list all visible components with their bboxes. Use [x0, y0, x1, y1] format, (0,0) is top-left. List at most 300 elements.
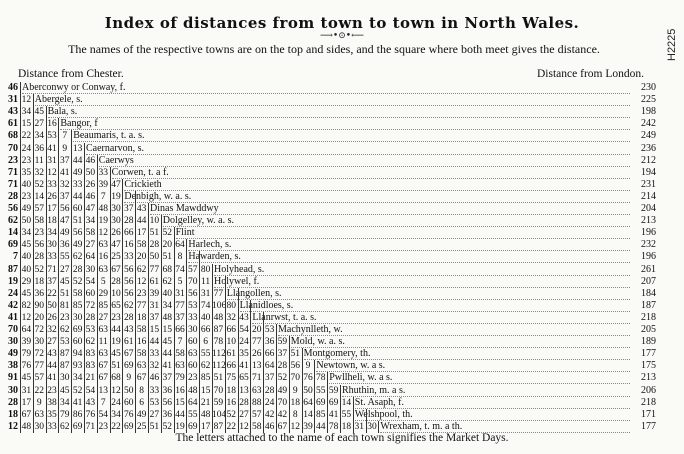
town-label: Flint — [175, 227, 195, 239]
distance-cell: 44 — [162, 349, 172, 360]
distance-cell: 30 — [188, 325, 198, 335]
distance-cell: 43 — [47, 349, 57, 360]
distance-cell: 31 — [175, 288, 185, 299]
distance-cell: 51 — [60, 288, 70, 299]
distance-cell: 16 — [47, 119, 57, 130]
distance-cell: 20 — [252, 325, 262, 335]
distance-cell: 58 — [252, 421, 262, 432]
distance-cell: 41 — [60, 167, 70, 178]
distance-cell: 56 — [162, 397, 172, 408]
distance-cell: 65 — [239, 373, 249, 384]
distance-cell: 85 — [98, 300, 108, 311]
distance-cell: 41 — [47, 373, 57, 384]
distance-cell: 37 — [264, 373, 275, 384]
distance-cell: 78 — [213, 337, 224, 348]
london-distance: 198 — [641, 106, 656, 118]
distance-cell: 56 — [290, 361, 300, 372]
distance-cell: 23 — [98, 421, 108, 432]
distance-cell: 18 — [226, 385, 236, 396]
distance-cell: 44 — [72, 155, 83, 166]
column-rule — [110, 167, 111, 433]
distance-cell: 67 — [98, 361, 108, 372]
london-distance: 177 — [641, 348, 656, 360]
distance-cell: 15 — [175, 397, 185, 408]
distance-cell: 54 — [85, 276, 96, 287]
distance-cell: 55 — [60, 252, 70, 263]
distance-cell: 12 — [21, 95, 32, 106]
distance-cell: 87 — [213, 421, 224, 432]
chester-distance: 68 — [8, 130, 18, 142]
chester-distance: 19 — [8, 275, 18, 287]
distance-cell: 17 — [136, 228, 147, 239]
distance-cell: 37 — [277, 349, 288, 360]
distance-cell: 40 — [21, 264, 32, 275]
chester-distance: 38 — [8, 360, 18, 372]
london-distance: 175 — [641, 360, 656, 372]
distance-cell: 36 — [264, 337, 275, 348]
column-rule — [225, 276, 226, 433]
london-distance: 225 — [641, 94, 656, 106]
distance-cell: 59 — [213, 397, 224, 408]
distance-cell: 53 — [264, 325, 275, 335]
distance-cell: 43 — [136, 204, 147, 214]
london-distance: 184 — [641, 287, 656, 299]
distance-cell: 7 — [62, 131, 68, 142]
distance-cell: 67 — [136, 373, 147, 384]
distance-cell: 76 — [21, 361, 32, 372]
london-distance: 196 — [641, 227, 656, 239]
distance-cell: 37 — [60, 191, 70, 202]
distance-cell: 70 — [277, 397, 288, 408]
distance-cell: 27 — [98, 312, 108, 323]
distance-cell: 68 — [111, 373, 121, 384]
distance-cell: 70 — [188, 276, 198, 287]
town-label: Bangor, f — [60, 118, 98, 130]
distance-cell: 37 — [162, 373, 172, 384]
london-distance: 206 — [641, 384, 656, 396]
distance-cell: 71 — [85, 421, 96, 432]
distance-cell: 9 — [292, 385, 298, 396]
distance-cell: 19 — [98, 216, 108, 227]
distance-cell: 9 — [62, 143, 68, 154]
column-rule — [122, 179, 123, 433]
distance-cell: 45 — [60, 385, 70, 396]
distance-cell: 63 — [34, 409, 44, 420]
distance-cell: 44 — [149, 337, 160, 348]
chester-distance: 31 — [8, 94, 18, 106]
distance-cell: 58 — [136, 325, 147, 335]
london-distance: 213 — [641, 215, 656, 227]
distance-cell: 15 — [21, 119, 32, 130]
town-label: Pwllheli, w. a s. — [329, 372, 393, 384]
town-label: Llanidloes, s. — [239, 299, 294, 311]
town-label: Bala, s. — [47, 106, 78, 118]
distance-cell: 47 — [111, 240, 121, 251]
distance-cell: 72 — [34, 349, 44, 360]
chester-distance: 14 — [8, 227, 18, 239]
distance-cell: 74 — [200, 300, 211, 311]
london-distance: 232 — [641, 239, 656, 251]
distance-cell: 77 — [213, 288, 224, 299]
distance-cell: 24 — [264, 397, 275, 408]
column-rule — [84, 143, 85, 433]
column-rule — [199, 251, 200, 433]
london-distance: 196 — [641, 251, 656, 263]
distance-cell: 18 — [34, 276, 44, 287]
distance-cell: 40 — [200, 312, 211, 323]
chester-distance: 7 — [13, 251, 18, 263]
distance-cell: 25 — [111, 252, 121, 263]
distance-cell: 60 — [188, 337, 198, 348]
distance-cell: 69 — [72, 421, 83, 432]
town-label: Harlech, s. — [188, 239, 232, 251]
town-label: Mold, w. a. s. — [290, 336, 345, 348]
distance-cell: 30 — [111, 216, 121, 227]
distance-cell: 70 — [290, 373, 300, 384]
distance-cell: 62 — [60, 325, 70, 335]
distance-cell: 16 — [175, 385, 185, 396]
distance-cell: 38 — [47, 397, 57, 408]
distance-cell: 27 — [239, 409, 249, 420]
london-distance: 231 — [641, 178, 656, 190]
distance-cell: 20 — [34, 312, 44, 323]
distance-cell: 77 — [34, 361, 44, 372]
distance-cell: 32 — [47, 325, 57, 335]
distance-cell: 51 — [72, 216, 83, 227]
distance-cell: 67 — [124, 349, 134, 360]
distance-cell: 30 — [111, 204, 121, 214]
distance-cell: 87 — [213, 325, 224, 335]
distance-cell: 57 — [34, 204, 44, 214]
distance-cell: 33 — [124, 252, 134, 263]
distance-cell: 33 — [47, 421, 57, 432]
distance-cell: 48 — [98, 204, 108, 214]
distance-cell: 34 — [21, 107, 32, 118]
distance-cell: 33 — [149, 385, 160, 396]
town-label: Llangollen, s. — [226, 287, 282, 299]
distance-cell: 9 — [36, 397, 42, 408]
distance-cell: 13 — [98, 385, 108, 396]
distance-cell: 42 — [277, 409, 288, 420]
column-rule — [174, 227, 175, 433]
distance-cell: 49 — [21, 204, 32, 214]
column-rule — [46, 106, 47, 433]
distance-cell: 14 — [34, 191, 44, 202]
distance-cell: 16 — [136, 337, 147, 348]
distance-cell: 23 — [188, 373, 198, 384]
distance-cell: 28 — [239, 397, 249, 408]
distance-cell: 22 — [111, 421, 121, 432]
distance-cell: 31 — [47, 155, 57, 166]
distance-cell: 27 — [34, 119, 44, 130]
distance-cell: 8 — [177, 252, 183, 263]
distance-cell: 53 — [85, 325, 96, 335]
distance-cell: 41 — [47, 143, 57, 154]
town-label: Llanrwst, t. a. s. — [252, 311, 317, 323]
distance-cell: 12 — [98, 228, 108, 239]
distance-cell: 44 — [136, 216, 147, 227]
distance-cell: 23 — [136, 288, 147, 299]
distance-cell: 20 — [136, 252, 147, 263]
distance-cell: 62 — [200, 361, 211, 372]
distance-cell: 69 — [124, 361, 134, 372]
distance-cell: 37 — [47, 276, 57, 287]
distance-cell: 81 — [60, 300, 70, 311]
chester-distance: 24 — [8, 287, 18, 299]
distance-cell: 50 — [85, 167, 96, 178]
distance-cell: 56 — [60, 204, 70, 214]
town-label: St. Asaph, f. — [354, 396, 404, 408]
distance-cell: 83 — [85, 349, 96, 360]
chester-distance: 71 — [8, 166, 18, 178]
distance-cell: 10 — [149, 216, 160, 227]
column-rule — [263, 312, 264, 433]
distance-cell: 75 — [226, 373, 236, 384]
distance-cell: 51 — [162, 252, 172, 263]
column-rule — [353, 397, 354, 433]
distance-cell: 62 — [60, 421, 70, 432]
distance-cell: 12 — [239, 421, 249, 432]
column-rule — [58, 118, 59, 433]
distance-cell: 12 — [290, 421, 300, 432]
distance-cell: 40 — [21, 252, 32, 263]
distance-cell: 46 — [85, 155, 96, 166]
distance-cell: 45 — [21, 288, 32, 299]
distance-cell: 28 — [277, 361, 288, 372]
column-rule — [135, 191, 136, 433]
distance-cell: 12 — [21, 312, 32, 323]
distance-cell: 26 — [111, 228, 121, 239]
distance-cell: 34 — [47, 228, 57, 239]
town-label: Aberconwy or Conway, f. — [22, 82, 126, 93]
distance-cell: 53 — [188, 300, 198, 311]
distance-cell: 80 — [200, 264, 211, 275]
distance-cell: 53 — [60, 337, 70, 348]
distance-cell: 33 — [47, 179, 57, 190]
town-label: Hawarden, s. — [188, 251, 241, 263]
distance-cell: 36 — [34, 288, 44, 299]
distance-cell: 43 — [239, 312, 249, 323]
distance-cell: 31 — [21, 385, 32, 396]
chester-distance: 91 — [8, 372, 18, 384]
distance-cell: 45 — [162, 337, 172, 348]
distance-cell: 13 — [252, 361, 262, 372]
distance-cell: 23 — [60, 312, 70, 323]
chester-distance: 56 — [8, 203, 18, 214]
distance-cell: 60 — [124, 397, 134, 408]
distance-cell: 36 — [162, 385, 172, 396]
chester-distance: 43 — [8, 106, 18, 118]
distance-cell: 30 — [60, 373, 70, 384]
distance-cell: 23 — [21, 191, 32, 202]
london-distance: 187 — [641, 299, 656, 311]
london-distance: 230 — [641, 82, 656, 93]
distance-cell: 45 — [21, 373, 32, 384]
london-distance: 218 — [641, 311, 656, 323]
column-rule — [148, 203, 149, 433]
distance-cell: 66 — [226, 325, 236, 335]
distance-cell: 11 — [201, 276, 211, 287]
distance-cell: 66 — [124, 228, 134, 239]
distance-cell: 63 — [98, 264, 108, 275]
town-label: Beaumaris, t. a. s. — [73, 130, 145, 142]
distance-cell: 35 — [21, 167, 32, 178]
distance-cell: 18 — [47, 216, 57, 227]
distance-cell: 62 — [85, 337, 96, 348]
distance-cell: 44 — [72, 191, 83, 202]
distance-cell: 79 — [21, 349, 32, 360]
distance-cell: 58 — [175, 349, 185, 360]
distance-cell: 55 — [316, 385, 326, 396]
chester-distance: 30 — [8, 336, 18, 348]
distance-cell: 51 — [149, 228, 160, 239]
distance-cell: 12 — [47, 167, 57, 178]
distance-cell: 12 — [111, 385, 121, 396]
distance-cell: 56 — [34, 240, 44, 251]
distance-cell: 67 — [111, 264, 121, 275]
distance-cell: 63 — [175, 361, 185, 372]
distance-cell: 52 — [162, 421, 172, 432]
distance-cell: 35 — [47, 409, 57, 420]
town-label: Machynlleth, w. — [278, 324, 343, 335]
distance-cell: 90 — [34, 300, 44, 311]
column-rule — [340, 385, 341, 433]
distance-cell: 62 — [72, 252, 83, 263]
distance-cell: 48 — [213, 312, 224, 323]
london-distance: 194 — [641, 166, 656, 178]
distance-cell: 30 — [34, 421, 44, 432]
london-distance: 205 — [641, 324, 656, 335]
distance-cell: 51 — [111, 361, 121, 372]
intro-text: The names of the respective towns are on the top and sides, and the square where both meet gives the distance. — [68, 42, 600, 56]
distance-cell: 54 — [98, 409, 108, 420]
distance-cell: 53 — [47, 131, 57, 142]
distance-cell: 32 — [60, 179, 70, 190]
distance-cell: 66 — [264, 349, 275, 360]
distance-cell: 34 — [162, 300, 172, 311]
distance-cell: 7 — [100, 191, 106, 202]
distance-cell: 58 — [85, 228, 96, 239]
distance-cell: 27 — [85, 240, 96, 251]
distance-cell: 66 — [200, 325, 211, 335]
distance-cell: 87 — [60, 349, 70, 360]
distance-cell: 27 — [60, 264, 70, 275]
distance-cell: 34 — [85, 216, 96, 227]
distance-cell: 28 — [111, 276, 121, 287]
distance-cell: 88 — [252, 397, 262, 408]
distance-cell: 50 — [149, 252, 160, 263]
distance-cell: 112 — [212, 361, 226, 372]
distance-cell: 47 — [111, 179, 121, 190]
distance-cell: 78 — [328, 421, 339, 432]
distance-cell: 16 — [226, 397, 236, 408]
distance-cell: 63 — [136, 361, 147, 372]
london-distance: 218 — [641, 396, 656, 408]
distance-cell: 30 — [367, 421, 377, 432]
distance-cell: 33 — [149, 349, 160, 360]
distance-cell: 79 — [60, 409, 70, 420]
distance-cell: 26 — [252, 349, 262, 360]
distance-cell: 60 — [72, 337, 83, 348]
london-distance: 189 — [641, 336, 656, 348]
distance-cell: 61 — [149, 276, 160, 287]
chester-distance: 69 — [8, 239, 18, 251]
distance-cell: 32 — [226, 312, 236, 323]
distance-cell: 52 — [277, 373, 288, 384]
distance-cell: 15 — [162, 325, 172, 335]
london-distance: 249 — [641, 130, 656, 142]
distance-cell: 83 — [85, 361, 96, 372]
chester-distance: 18 — [8, 408, 18, 420]
distance-cell: 46 — [149, 373, 160, 384]
distance-cell: 69 — [328, 397, 339, 408]
distance-cell: 56 — [124, 276, 134, 287]
footer-note: The letters attached to the name of each town signifies the Market Days. — [175, 432, 509, 444]
distance-cell: 40 — [162, 288, 172, 299]
distance-cell: 33 — [47, 252, 57, 263]
distance-cell: 15 — [149, 325, 160, 335]
distance-cell: 61 — [124, 337, 134, 348]
distance-cell: 35 — [239, 349, 249, 360]
distance-cell: 21 — [85, 373, 96, 384]
distance-cell: 29 — [98, 288, 108, 299]
distance-cell: 16 — [124, 240, 134, 251]
distance-cell: 50 — [303, 385, 313, 396]
distance-cell: 12 — [136, 276, 147, 287]
distance-cell: 56 — [188, 288, 198, 299]
distance-cell: 10 — [111, 288, 121, 299]
distance-cell: 8 — [292, 409, 298, 420]
distance-cell: 19 — [111, 191, 121, 202]
distance-cell: 77 — [149, 264, 160, 275]
town-label: Wrexham, t. m. a th. — [380, 420, 463, 432]
distance-cell: 22 — [21, 131, 32, 142]
distance-cell: 13 — [72, 143, 83, 154]
distance-cell: 34 — [34, 131, 44, 142]
distance-cell: 67 — [98, 373, 108, 384]
distance-cell: 56 — [124, 264, 134, 275]
distance-cell: 39 — [303, 421, 313, 432]
distance-cell: 31 — [200, 288, 211, 299]
distance-cell: 48 — [200, 409, 211, 420]
distance-cell: 67 — [277, 421, 288, 432]
distance-cell: 5 — [177, 276, 183, 287]
distance-cell: 45 — [60, 276, 70, 287]
distance-cell: 30 — [47, 240, 57, 251]
distance-cell: 29 — [21, 276, 32, 287]
distance-cell: 28 — [34, 252, 44, 263]
distance-cell: 7 — [100, 397, 106, 408]
distance-cell: 24 — [21, 143, 32, 154]
distance-cell: 44 — [175, 409, 185, 420]
distance-cell: 45 — [111, 349, 121, 360]
distance-cell: 93 — [72, 361, 83, 372]
column-rule — [327, 372, 328, 433]
distance-cell: 43 — [124, 325, 134, 335]
distance-cell: 67 — [21, 409, 32, 420]
distance-cell: 41 — [162, 361, 172, 372]
distance-cell: 55 — [188, 409, 198, 420]
distance-cell: 71 — [47, 264, 57, 275]
distance-cell: 37 — [175, 312, 185, 323]
column-rule — [97, 155, 98, 433]
distance-cell: 65 — [111, 300, 121, 311]
london-distance: 177 — [641, 420, 656, 432]
distance-cell: 106 — [212, 300, 227, 311]
distance-cell: 43 — [85, 397, 96, 408]
chester-distance: 61 — [8, 118, 18, 130]
column-rule — [71, 130, 72, 433]
